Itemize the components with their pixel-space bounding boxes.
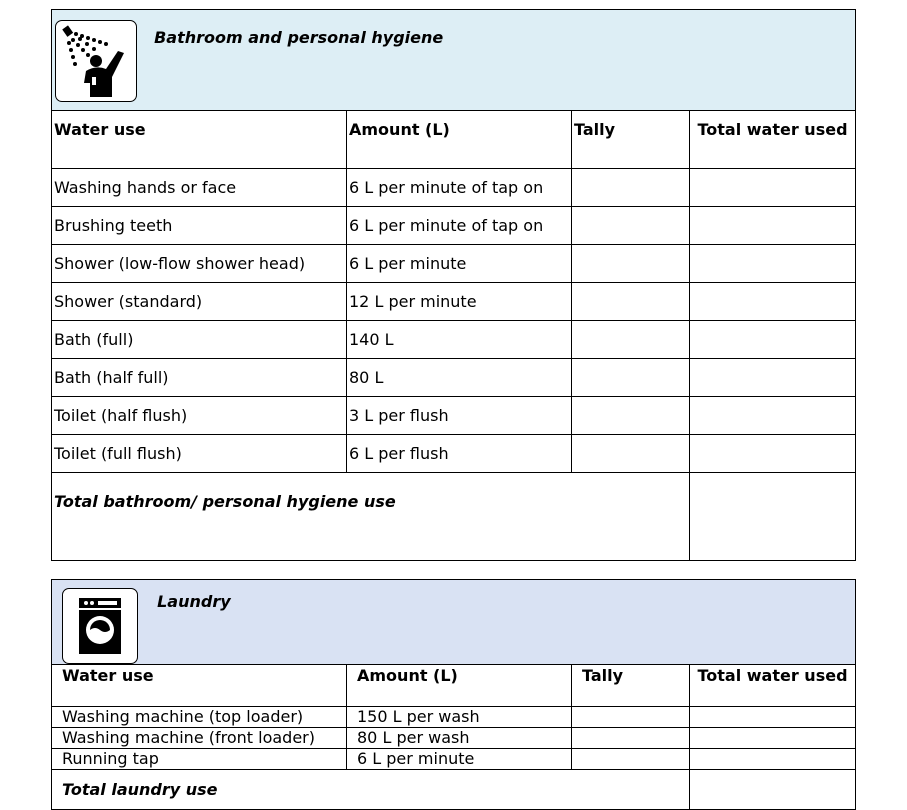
- laundry-total-cell[interactable]: [690, 770, 856, 810]
- laundry-total-row: [52, 770, 856, 810]
- water-use-cell: Washing machine (front loader): [52, 728, 347, 749]
- bathroom-total-cell[interactable]: [690, 473, 856, 561]
- tally-cell[interactable]: [572, 207, 690, 245]
- tally-cell[interactable]: [572, 435, 690, 473]
- total-cell[interactable]: [690, 749, 856, 770]
- header-total-water-used: Total water used: [690, 111, 856, 169]
- tally-cell[interactable]: [572, 707, 690, 728]
- header-tally: Tally: [572, 111, 690, 169]
- table-row: [52, 207, 856, 245]
- table-row: [52, 707, 856, 728]
- washing-machine-icon: [62, 588, 138, 664]
- table-row: [52, 435, 856, 473]
- amount-cell: 3 L per flush: [347, 397, 572, 435]
- bathroom-title: Bathroom and personal hygiene: [154, 28, 444, 47]
- laundry-total-label: Total laundry use: [52, 770, 690, 810]
- bathroom-total-row: [52, 473, 856, 561]
- tally-cell[interactable]: [572, 749, 690, 770]
- water-use-cell: Bath (full): [52, 321, 347, 359]
- amount-cell: 150 L per wash: [347, 707, 572, 728]
- amount-cell: 6 L per minute: [347, 749, 572, 770]
- tally-cell[interactable]: [572, 728, 690, 749]
- shower-person-icon: [55, 20, 137, 102]
- water-use-cell: Toilet (half flush): [52, 397, 347, 435]
- tally-cell[interactable]: [572, 359, 690, 397]
- total-cell[interactable]: [690, 397, 856, 435]
- total-cell[interactable]: [690, 728, 856, 749]
- bathroom-header-row: [52, 10, 856, 111]
- header-water-use: Water use: [52, 111, 347, 169]
- bathroom-column-headers: [52, 111, 856, 169]
- header-amount: Amount (L): [347, 665, 572, 707]
- bathroom-header-cell: [52, 10, 856, 111]
- total-cell[interactable]: [690, 283, 856, 321]
- amount-cell: 140 L: [347, 321, 572, 359]
- tally-cell[interactable]: [572, 397, 690, 435]
- table-row: [52, 397, 856, 435]
- table-row: [52, 283, 856, 321]
- bathroom-table: [51, 9, 856, 561]
- laundry-header-row: [52, 580, 856, 665]
- bathroom-total-label: Total bathroom/ personal hygiene use: [52, 473, 690, 561]
- tally-cell[interactable]: [572, 245, 690, 283]
- water-use-cell: Running tap: [52, 749, 347, 770]
- table-row: [52, 749, 856, 770]
- total-cell[interactable]: [690, 435, 856, 473]
- laundry-title: Laundry: [157, 592, 231, 611]
- total-cell[interactable]: [690, 359, 856, 397]
- water-use-cell: Bath (half full): [52, 359, 347, 397]
- amount-cell: 6 L per minute of tap on: [347, 169, 572, 207]
- total-cell[interactable]: [690, 207, 856, 245]
- amount-cell: 80 L per wash: [347, 728, 572, 749]
- header-total-water-used: Total water used: [690, 665, 856, 707]
- amount-cell: 6 L per flush: [347, 435, 572, 473]
- table-row: [52, 321, 856, 359]
- table-row: [52, 169, 856, 207]
- total-cell[interactable]: [690, 707, 856, 728]
- total-cell[interactable]: [690, 321, 856, 359]
- header-tally: Tally: [572, 665, 690, 707]
- table-row: [52, 359, 856, 397]
- table-row: [52, 728, 856, 749]
- total-cell[interactable]: [690, 245, 856, 283]
- water-use-cell: Toilet (full flush): [52, 435, 347, 473]
- laundry-table: [51, 579, 856, 810]
- water-use-cell: Shower (standard): [52, 283, 347, 321]
- laundry-column-headers: [52, 665, 856, 707]
- header-water-use: Water use: [52, 665, 347, 707]
- total-cell[interactable]: [690, 169, 856, 207]
- water-use-cell: Washing hands or face: [52, 169, 347, 207]
- laundry-header-cell: [52, 580, 856, 665]
- water-use-cell: Washing machine (top loader): [52, 707, 347, 728]
- tally-cell[interactable]: [572, 283, 690, 321]
- table-row: [52, 245, 856, 283]
- amount-cell: 12 L per minute: [347, 283, 572, 321]
- amount-cell: 6 L per minute: [347, 245, 572, 283]
- amount-cell: 6 L per minute of tap on: [347, 207, 572, 245]
- amount-cell: 80 L: [347, 359, 572, 397]
- tally-cell[interactable]: [572, 169, 690, 207]
- water-use-cell: Shower (low-flow shower head): [52, 245, 347, 283]
- tally-cell[interactable]: [572, 321, 690, 359]
- water-use-cell: Brushing teeth: [52, 207, 347, 245]
- header-amount: Amount (L): [347, 111, 572, 169]
